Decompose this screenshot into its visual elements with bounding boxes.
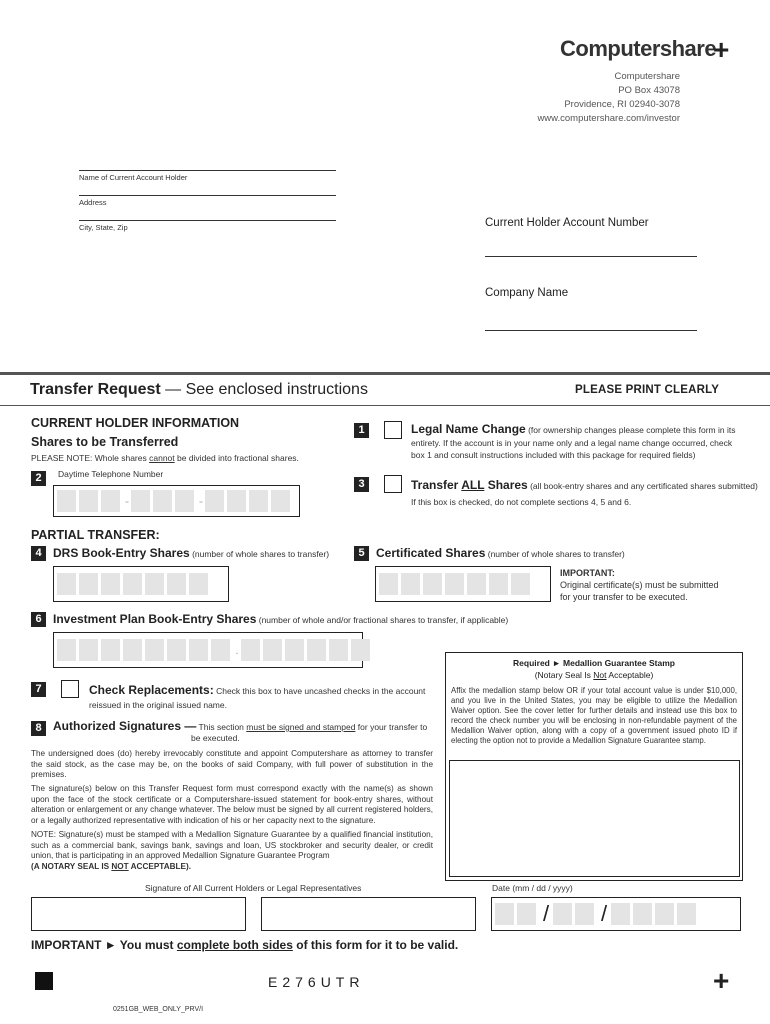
check-replacements-text: Check Replacements: Check this box to have uncashed checks in the account reissued in the original issued name. [89, 683, 426, 710]
company-name-label: Company Name [485, 287, 569, 299]
date-label: Date (mm / dd / yyyy) [492, 883, 573, 893]
phone-input[interactable]: - - [53, 485, 300, 517]
medallion-instructions: Affix the medallion stamp below OR if your total account value is under $10,000, and you live in the United States, you may be eligible to utilize the Medallion Waiver option. See the cover letter for further details and instead use this box to record the check number you will be enclosing in non-refundable payment of the Medallion Waiver option, along with a copy of a government issued photo ID if electing the option not to provide a Medallion Signature Guarantee stamp. [451, 686, 737, 745]
authorized-signatures-heading: Authorized Signatures — This section must be signed and stamped for your transfer to be executed. [53, 719, 428, 743]
signature-box-1[interactable] [31, 897, 246, 931]
account-number-field[interactable] [485, 256, 697, 257]
address-line: Computershare [614, 71, 680, 82]
section-8-number: 8 [31, 721, 46, 736]
certificated-shares-input[interactable] [375, 566, 551, 602]
medallion-stamp-area[interactable] [449, 760, 740, 877]
shares-heading: Shares to be Transferred [31, 435, 179, 449]
address-line: PO Box 43078 [618, 85, 680, 96]
section-2-number: 2 [31, 471, 46, 486]
check-replacements-checkbox[interactable] [61, 680, 79, 698]
address-label: Address [79, 198, 107, 207]
investment-plan-input[interactable]: . [53, 632, 363, 668]
form-id: 0251GB_WEB_ONLY_PRV/I [113, 1006, 204, 1013]
important-footer: IMPORTANT ► You must complete both sides of this form for it to be valid. [31, 938, 459, 952]
title-underline [0, 405, 770, 406]
section-3-number: 3 [354, 477, 369, 492]
address-line: Providence, RI 02940-3078 [564, 99, 680, 110]
section-6-number: 6 [31, 612, 46, 627]
address-field[interactable] [79, 195, 336, 196]
transfer-all-checkbox[interactable] [384, 475, 402, 493]
name-field[interactable] [79, 170, 336, 171]
print-clearly: PLEASE PRINT CLEARLY [575, 384, 720, 396]
registration-square [35, 972, 53, 990]
title-divider [0, 372, 770, 375]
signature-box-2[interactable] [261, 897, 476, 931]
address-line: www.computershare.com/investor [537, 113, 680, 124]
city-label: City, State, Zip [79, 223, 128, 232]
attorney-paragraph: The undersigned does (do) hereby irrevocably constitute and appoint Computershare as attorney to transfer the said stock, as the case may be, on the books of said Company, with full power of substitution in the premises. [31, 749, 433, 779]
company-address [537, 70, 680, 126]
section-1-number: 1 [354, 423, 369, 438]
city-field[interactable] [79, 220, 336, 221]
legal-name-change-checkbox[interactable] [384, 421, 402, 439]
certificated-label: Certificated Shares (number of whole shares to transfer) [376, 546, 625, 560]
medallion-title: Required ► Medallion Guarantee Stamp (Notary Seal Is Not Acceptable) [513, 658, 675, 680]
fractional-note: PLEASE NOTE: Whole shares cannot be divided into fractional shares. [31, 453, 299, 463]
form-title: Transfer Request — See enclosed instructions [30, 381, 368, 398]
medallion-note-paragraph: NOTE: Signature(s) must be stamped with a Medallion Signature Guarantee by a qualified financial institution, such as a commercial bank, savings bank, savings and loan, US stockbroker and security dealer, or credit union, that is participating in an approved Medallion Signature Guarantee Program (A NOTARY SEAL IS NOT ACCEPTABLE). [31, 830, 433, 871]
signature-label: Signature of All Current Holders or Legal Representatives [145, 883, 362, 893]
drs-shares-input[interactable] [53, 566, 229, 602]
legal-name-change-text: Legal Name Change (for ownership changes please complete this form in its entirety. If the account is in your name only and a legal name change occurred, check box 1 and consult instructions included with this package for required fields) [411, 422, 736, 460]
form-code: E276UTR [268, 974, 365, 990]
certificated-important: IMPORTANT: Original certificate(s) must be submitted for your transfer to be executed. [560, 568, 719, 602]
transfer-all-text: Transfer ALL Shares (all book-entry shares and any certificated shares submitted) If this box is checked, do not complete sections 4, 5 and 6. [411, 478, 758, 507]
section-4-number: 4 [31, 546, 46, 561]
name-label: Name of Current Account Holder [79, 173, 188, 182]
signature-correspond-paragraph: The signature(s) below on this Transfer Request form must correspond exactly with the name(s) as shown upon the face of the stock certificate or a Computershare-issued statement for book-entry shares, without alteration or enlargement or any change whatever. The below must be signed by all current registered holders, or a legally authorized representative with indication of his or her capacity next to the signature. [31, 784, 433, 825]
registration-mark-icon: + [713, 965, 730, 996]
current-holder-heading: CURRENT HOLDER INFORMATION [31, 416, 240, 430]
section-5-number: 5 [354, 546, 369, 561]
date-input[interactable]: / / [491, 897, 741, 931]
investment-plan-label: Investment Plan Book-Entry Shares (number of whole and/or fractional shares to transfer, if applicable) [53, 612, 509, 626]
phone-label: Daytime Telephone Number [58, 469, 164, 479]
account-number-label: Current Holder Account Number [485, 217, 649, 229]
drs-label: DRS Book-Entry Shares (number of whole shares to transfer) [53, 546, 330, 560]
registration-mark-icon: + [713, 34, 730, 65]
partial-transfer-heading: PARTIAL TRANSFER: [31, 528, 160, 542]
company-name-field[interactable] [485, 330, 697, 331]
section-7-number: 7 [31, 682, 46, 697]
computershare-logo: Computershare [560, 36, 717, 61]
